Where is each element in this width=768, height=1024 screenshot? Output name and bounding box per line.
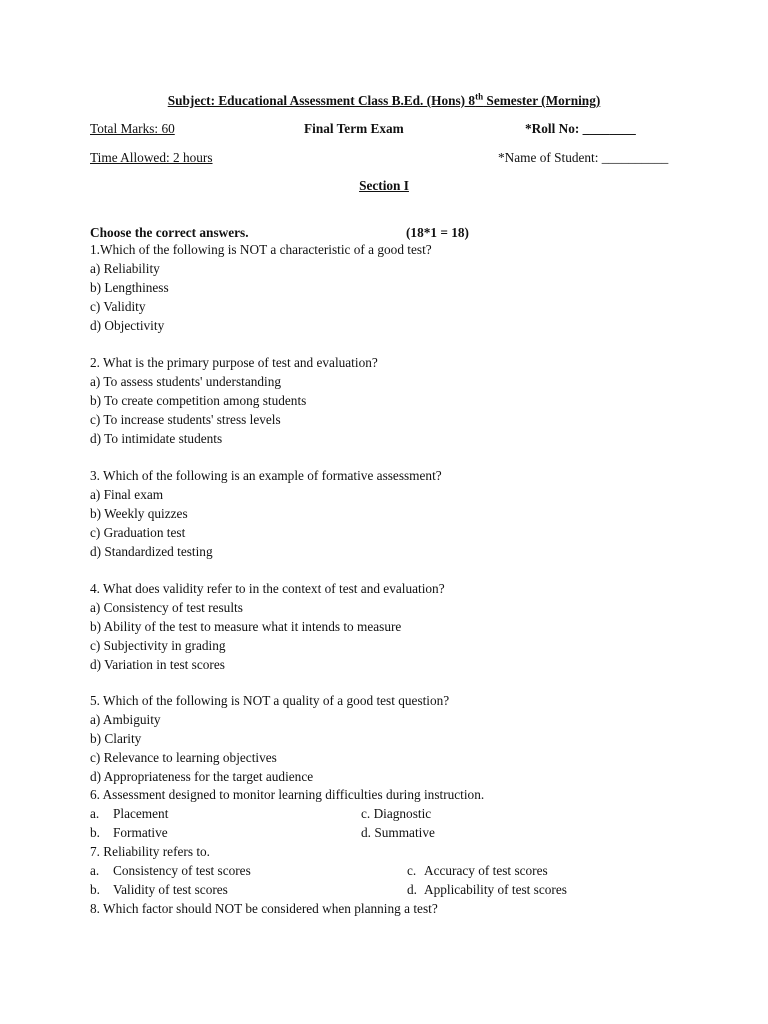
exam-title: Final Term Exam [304,121,404,136]
option-label: Validity of test scores [113,881,228,897]
question-text: 5. Which of the following is NOT a quality of a good test question? [90,693,450,708]
option-row [90,862,548,881]
option-letter: a. [90,806,100,822]
option: b) Clarity [90,730,142,746]
total-marks: Total Marks: 60 [90,121,175,136]
option: d) Variation in test scores [90,656,225,672]
option-letter: c. [361,806,371,822]
option-row [90,881,567,900]
option-label: Placement [113,806,169,822]
option: c) Validity [90,298,146,314]
option: b) Ability of the test to measure what it intends to measure [90,618,402,634]
option-letter: c. [407,863,417,879]
option: d) Objectivity [90,317,165,333]
option-label: Summative [374,825,435,841]
question-text: 2. What is the primary purpose of test and evaluation? [90,355,378,370]
question-text: 1.Which of the following is NOT a characteristic of a good test? [90,242,432,257]
option: b) To create competition among students [90,392,307,408]
question-text: 6. Assessment designed to monitor learning difficulties during instruction. [90,787,485,803]
option: d) Appropriateness for the target audience [90,768,314,784]
option-label: Consistency of test scores [113,863,251,879]
option: c) To increase students' stress levels [90,411,281,427]
option: a) Ambiguity [90,711,161,727]
section-title: Section I [359,178,409,193]
option: b) Weekly quizzes [90,505,188,521]
option: a) Final exam [90,486,164,502]
option-label: Applicability of test scores [424,881,567,897]
option: c) Subjectivity in grading [90,637,226,653]
option-letter: b. [90,825,100,841]
question-5-to-8 [90,692,567,919]
question-text: 3. Which of the following is an example of formative assessment? [90,468,442,483]
subject-heading: Subject: Educational Assessment Class B.Ed. (Hons) 8th Semester (Morning) [167,91,601,108]
option-label: Diagnostic [373,806,432,822]
option-letter: a. [90,863,100,879]
option: c) Graduation test [90,524,186,540]
question-1 [90,241,432,335]
option-letter: b. [90,881,100,897]
instructions-label: Choose the correct answers. [90,225,249,240]
question-3 [90,467,442,561]
question-text: 7. Reliability refers to. [90,844,211,860]
option-letter: d. [361,825,371,841]
option-label: Formative [113,825,168,841]
option-row [90,805,484,824]
option: d) Standardized testing [90,543,213,559]
option: b) Lengthiness [90,279,169,295]
question-4 [90,580,445,674]
option: a) To assess students' understanding [90,373,282,389]
option: d) To intimidate students [90,430,223,446]
time-allowed: Time Allowed: 2 hours [90,150,213,165]
question-text: 4. What does validity refer to in the context of test and evaluation? [90,581,445,596]
student-name-field: *Name of Student: __________ [498,150,669,165]
question-text: 8. Which factor should NOT be considered when planning a test? [90,900,438,916]
option-letter: d. [407,881,417,897]
question-2 [90,354,378,448]
option-row [90,824,484,843]
roll-no-field: *Roll No: ________ [525,121,636,136]
option: a) Consistency of test results [90,599,243,615]
option: c) Relevance to learning objectives [90,749,277,765]
option-label: Accuracy of test scores [424,863,548,879]
option: a) Reliability [90,260,160,276]
instructions-marks: (18*1 = 18) [406,225,469,240]
